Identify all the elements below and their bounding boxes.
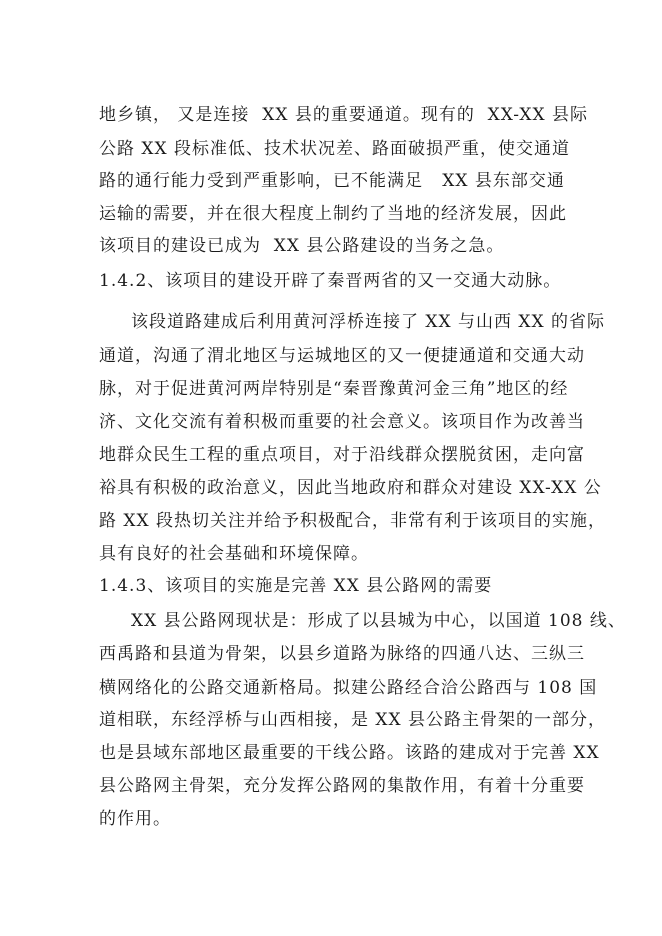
text-line: 路 XX 段热切关注并给予积极配合，非常有利于该项目的实施， bbox=[99, 511, 607, 531]
section-heading: 1.4.3、该项目的实施是完善 XX 县公路网的需要 bbox=[99, 576, 493, 596]
text-line: 该项目的建设已成为 XX 县公路建设的当务之急。 bbox=[99, 236, 505, 256]
text-line: 道相联，东经浮桥与山西相接，是 XX 县公路主骨架的一部分， bbox=[99, 710, 607, 730]
text-line: 裕具有积极的政治意义，因此当地政府和群众对建设 XX-XX 公 bbox=[99, 478, 602, 498]
text-line: 也是县域东部地区最重要的干线公路。该路的建成对于完善 XX bbox=[99, 743, 600, 763]
text-line: 地乡镇， 又是连接 XX 县的重要通道。现有的 XX-XX 县际 bbox=[99, 105, 588, 125]
text-line: 具有良好的社会基础和环境保障。 bbox=[99, 544, 369, 564]
text-line: 脉，对于促进黄河两岸特别是“秦晋豫黄河金三角”地区的经 bbox=[99, 379, 569, 399]
text-line: 横网络化的公路交通新格局。拟建公路经合洽公路西与 108 国 bbox=[99, 678, 598, 698]
text-line: 西禹路和县道为骨架，以县乡道路为脉络的四通八达、三纵三 bbox=[99, 644, 585, 664]
text-line: 通道，沟通了渭北地区与运城地区的又一便捷通道和交通大动 bbox=[99, 346, 585, 366]
text-line: 济、文化交流有着积极而重要的社会意义。该项目作为改善当 bbox=[99, 412, 585, 432]
section-heading: 1.4.2、该项目的建设开辟了秦晋两省的又一交通大动脉。 bbox=[99, 271, 562, 291]
text-line: 运输的需要，并在很大程度上制约了当地的经济发展，因此 bbox=[99, 204, 567, 224]
text-line: 路的通行能力受到严重影响，已不能满足 XX 县东部交通 bbox=[99, 171, 565, 191]
text-line: 公路 XX 段标准低、技术状况差、路面破损严重，使交通道 bbox=[99, 139, 571, 159]
text-line: 该段道路建成后利用黄河浮桥连接了 XX 与山西 XX 的省际 bbox=[131, 312, 606, 332]
text-line: 地群众民生工程的重点项目，对于沿线群众摆脱贫困，走向富 bbox=[99, 445, 585, 465]
text-line: XX 县公路网现状是：形成了以县城为中心，以国道 108 线、 bbox=[131, 611, 626, 631]
text-line: 县公路网主骨架，充分发挥公路网的集散作用，有着十分重要 bbox=[99, 776, 585, 796]
text-line: 的作用。 bbox=[99, 809, 171, 829]
